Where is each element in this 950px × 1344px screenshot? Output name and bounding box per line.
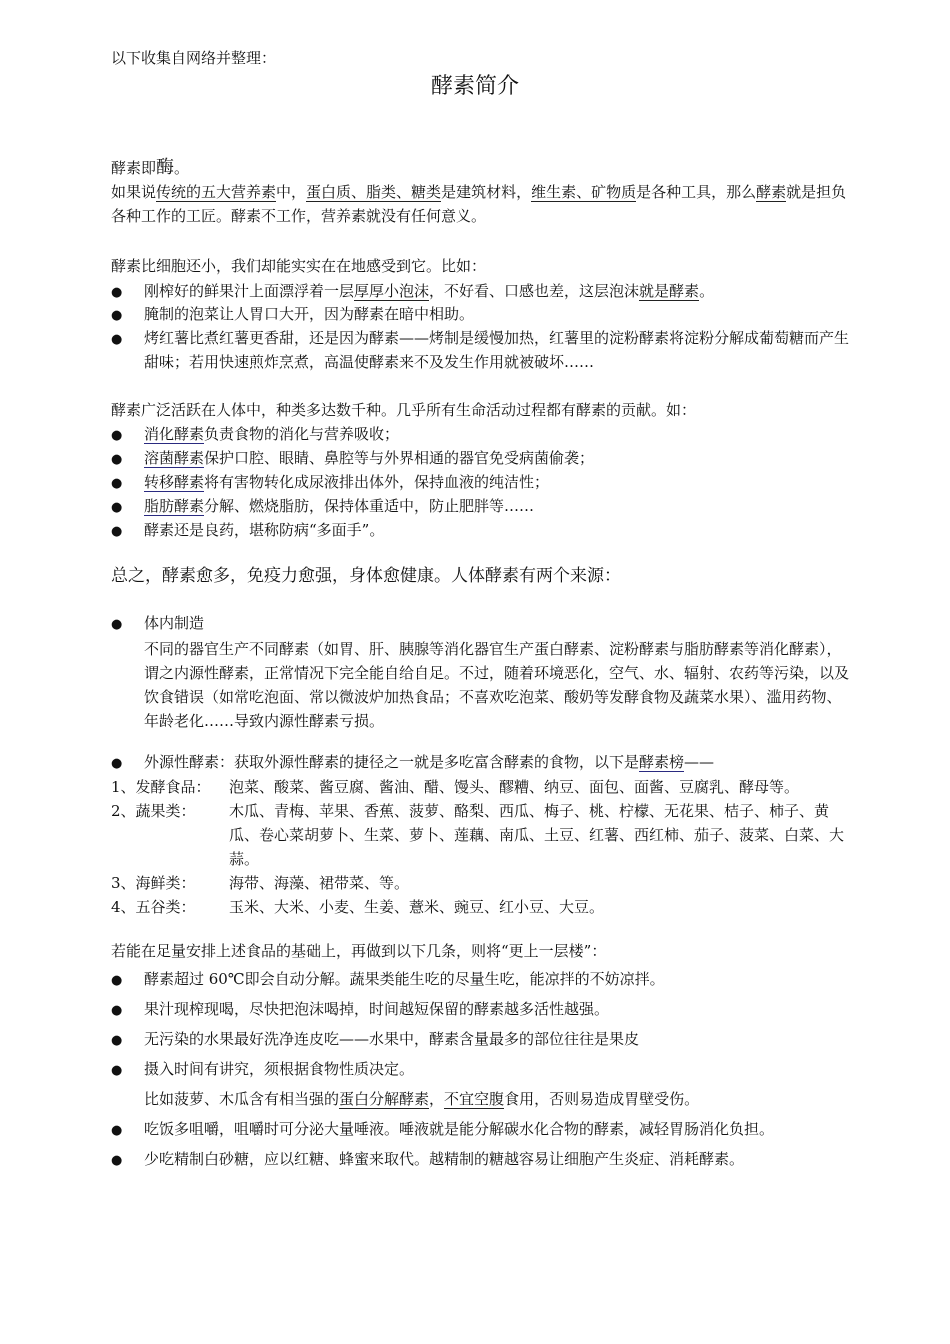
bullet-icon (111, 326, 122, 352)
food-category: 2、蔬果类： (111, 802, 196, 820)
underlined-text: 蛋白分解酵素 (339, 1090, 430, 1108)
text: 是建筑材料， (441, 183, 532, 201)
underlined-text: 维生素、矿物质 (531, 183, 637, 201)
food-items: 玉米、大米、小麦、生姜、薏米、豌豆、红小豆、大豆。 (229, 898, 605, 916)
page-title: 酵素简介 (430, 74, 519, 99)
text: 酵素还是良药，堪称防病“多面手”。 (144, 521, 385, 539)
food-row (111, 895, 853, 919)
text: —— (684, 753, 715, 771)
underlined-term: 消化酵素 (144, 425, 205, 443)
text: 少吃精制白砂糖，应以红糖、蜂蜜来取代。越精制的糖越容易让细胞产生炎症、消耗酵素。 (144, 1150, 745, 1168)
intro-text: 。 (174, 159, 190, 177)
header-note: 以下收集自网络并整理： (111, 49, 277, 67)
bullet-icon (111, 422, 122, 448)
food-row (111, 775, 853, 799)
tip-item (111, 1117, 853, 1141)
bullet-icon (111, 1147, 122, 1173)
bullet-item (111, 518, 853, 542)
tip-item (111, 1147, 853, 1171)
underlined-text: 就是酵素 (639, 282, 700, 300)
tip-item (111, 997, 853, 1021)
underlined-term: 酵素榜 (639, 753, 685, 771)
intro-text: 酵素即 (111, 159, 157, 177)
bullet-item (111, 326, 853, 374)
text: 比如菠萝、木瓜含有相当强的 (144, 1090, 340, 1108)
underlined-text: 不宜空腹 (444, 1090, 505, 1108)
source-internal-title: 体内制造 (144, 614, 205, 632)
bullet-item (111, 446, 853, 470)
bullet-item (111, 279, 853, 303)
text: ，不好看、口感也差，这层泡沫 (429, 282, 640, 300)
bullet-icon (111, 1027, 122, 1053)
tips-lead: 若能在足量安排上述食品的基础上，再做到以下几条，则将“更上一层楼”： (111, 942, 607, 960)
bullet-icon (111, 611, 122, 637)
text: 外源性酵素：获取外源性酵素的捷径之一就是多吃富含酵素的食物，以下是 (144, 753, 640, 771)
text: 刚榨好的鲜果汁上面漂浮着一层 (144, 282, 355, 300)
section2-lead: 酵素广泛活跃在人体中，种类多达数千种。几乎所有生命活动过程都有酵素的贡献。如： (111, 401, 697, 419)
bullet-icon (111, 997, 122, 1023)
underlined-term: 转移酵素 (144, 473, 205, 491)
bullet-item (111, 470, 853, 494)
bullet-icon (111, 1117, 122, 1143)
food-items: 海带、海藻、裙带菜、等。 (229, 874, 410, 892)
underlined-text: 厚厚小泡沫 (354, 282, 430, 300)
text: 就是担负各种工作的工匠。酵素不工作，营养素就没有任何意义。 (111, 183, 847, 225)
source-external (111, 750, 853, 774)
text: 保护口腔、眼睛、鼻腔等与外界相通的器官免受病菌偷袭； (204, 449, 595, 467)
summary: 总之，酵素愈多，免疫力愈强，身体愈健康。人体酵素有两个来源： (111, 566, 621, 586)
text: ， (429, 1090, 445, 1108)
text: 摄入时间有讲究，须根据食物性质决定。 (144, 1060, 415, 1078)
food-items: 木瓜、青梅、苹果、香蕉、菠萝、酪梨、西瓜、梅子、桃、柠檬、无花果、桔子、柿子、黄瓜、卷心菜胡萝卜、生菜、萝卜、莲藕、南瓜、土豆、红薯、西红柿、茄子、菠菜、白菜、大蒜。 (229, 802, 845, 868)
intro-emphasis: 酶 (156, 157, 175, 178)
bullet-icon (111, 470, 122, 496)
bullet-icon (111, 967, 122, 993)
text: 酵素超过 60℃即会自动分解。蔬果类能生吃的尽量生吃，能凉拌的不妨凉拌。 (144, 970, 665, 988)
text: 果汁现榨现喝，尽快把泡沫喝掉，时间越短保留的酵素越多活性越强。 (144, 1000, 610, 1018)
source-internal (111, 611, 853, 733)
food-items: 泡菜、酸菜、酱豆腐、酱油、醋、馒头、醪糟、纳豆、面包、面酱、豆腐乳、酵母等。 (229, 778, 800, 796)
underlined-term: 脂肪酵素 (144, 497, 205, 515)
food-row (111, 799, 853, 871)
section1-lead: 酵素比细胞还小，我们却能实实在在地感受到它。比如： (111, 257, 487, 275)
underlined-text: 传统的五大营养素 (156, 183, 277, 201)
text: 负责食物的消化与营养吸收； (204, 425, 400, 443)
tip-subline (111, 1087, 853, 1111)
text: 腌制的泡菜让人胃口大开，因为酵素在暗中相助。 (144, 305, 475, 323)
text: 如果说 (111, 183, 157, 201)
bullet-icon (111, 518, 122, 544)
food-category: 4、五谷类： (111, 898, 196, 916)
text: 是各种工具，那么 (636, 183, 757, 201)
bullet-icon (111, 494, 122, 520)
text: 分解、燃烧脂肪，保持体重适中，防止肥胖等…… (204, 497, 535, 515)
source-internal-body: 不同的器官生产不同酵素（如胃、肝、胰腺等消化器官生产蛋白酵素、淀粉酵素与脂肪酵素等消化酵素），谓之内源性酵素，正常情况下完全能自给自足。不过，随着环境恶化，空气、水、辐射、农药等污染，以及饮食错误（如常吃泡面、常以微波炉加热食品；不喜欢吃泡菜、酸奶等发酵食物及蔬菜水果）、滥用药物、年龄老化……导致内源性酵素亏损。 (144, 640, 850, 730)
underlined-text: 蛋白质、脂类、糖类 (306, 183, 442, 201)
food-category: 3、海鲜类： (111, 874, 196, 892)
bullet-icon (111, 446, 122, 472)
text: 将有害物转化成尿液排出体外，保持血液的纯洁性； (204, 473, 550, 491)
text: 。 (699, 282, 715, 300)
text: 无污染的水果最好洗净连皮吃——水果中，酵素含量最多的部位往往是果皮 (144, 1030, 640, 1048)
bullet-item (111, 494, 853, 518)
bullet-icon (111, 750, 122, 776)
text: 中， (276, 183, 307, 201)
underlined-term: 溶菌酵素 (144, 449, 205, 467)
intro-line (111, 156, 189, 180)
bullet-item (111, 422, 853, 446)
tip-item (111, 1027, 853, 1051)
intro-paragraph (111, 180, 853, 228)
tip-item (111, 967, 853, 991)
food-category: 1、发酵食品： (111, 778, 211, 796)
text: 吃饭多咀嚼，咀嚼时可分泌大量唾液。唾液就是能分解碳水化合物的酵素，减轻胃肠消化负担。 (144, 1120, 775, 1138)
text: 烤红薯比煮红薯更香甜，还是因为酵素——烤制是缓慢加热，红薯里的淀粉酵素将淀粉分解成葡萄糖而产生甜味；若用快速煎炸烹煮，高温使酵素来不及发生作用就被破坏…… (144, 329, 850, 371)
underlined-text: 酵素 (756, 183, 787, 201)
bullet-icon (111, 1057, 122, 1083)
bullet-item (111, 302, 853, 326)
tip-item (111, 1057, 853, 1081)
bullet-icon (111, 302, 122, 328)
food-row (111, 871, 853, 895)
text: 食用，否则易造成胃壁受伤。 (504, 1090, 700, 1108)
